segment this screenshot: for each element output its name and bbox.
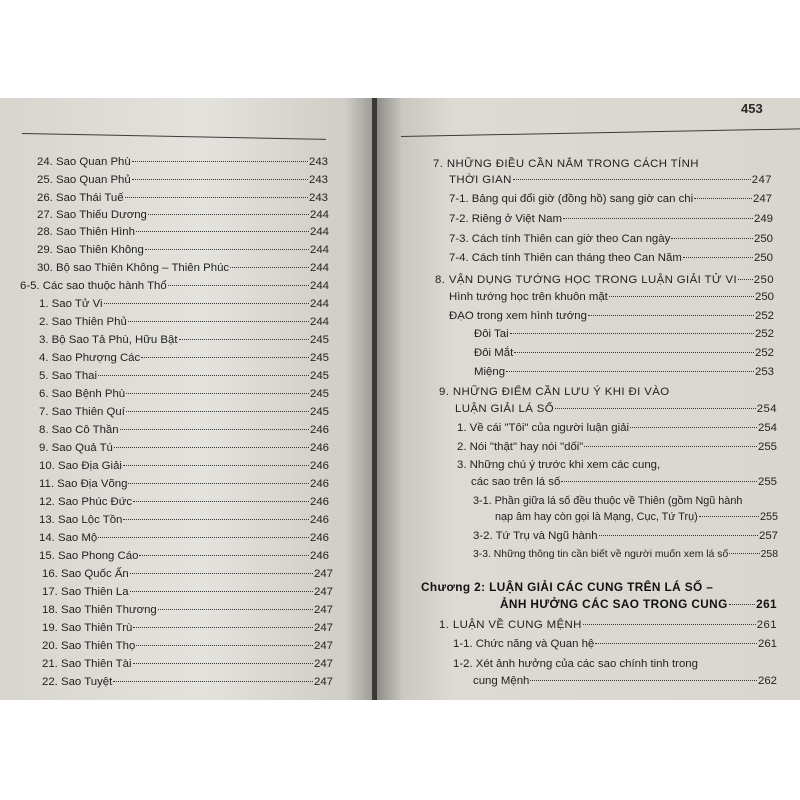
entry-page: 262 xyxy=(757,675,777,687)
toc-entry xyxy=(39,513,329,527)
entry-label: 27. Sao Thiếu Dương xyxy=(37,209,147,221)
entry-label: 3-3. Những thông tin cần biết về người muốn xem lá số xyxy=(473,549,729,560)
entry-page: 250 xyxy=(753,252,773,264)
entry-label: 11. Sao Địa Võng xyxy=(39,478,128,490)
entry-label: 1. Sao Tử Vi xyxy=(39,298,103,310)
entry-page: 247 xyxy=(313,622,333,634)
dot-leader xyxy=(699,516,759,517)
entry-label: ẢNH HƯỞNG CÁC SAO TRONG CUNG xyxy=(500,597,728,611)
toc-entry xyxy=(39,351,329,365)
toc-entry xyxy=(449,251,773,265)
dot-leader xyxy=(158,609,313,610)
entry-label: 7-3. Cách tính Thiên can giờ theo Can ngày xyxy=(449,233,671,245)
dot-leader xyxy=(729,553,759,554)
entry-page: 246 xyxy=(309,478,329,490)
entry-label: 3-2. Tứ Trụ và Ngũ hành xyxy=(473,530,598,542)
dot-leader xyxy=(694,198,752,199)
entry-page: 246 xyxy=(309,550,329,562)
entry-label: 3. Bộ Sao Tả Phù, Hữu Bật xyxy=(39,334,178,346)
entry-label: Miệng xyxy=(474,366,506,378)
dot-leader xyxy=(599,535,758,536)
toc-entry xyxy=(42,657,333,671)
entry-page: 244 xyxy=(309,280,329,292)
dot-leader xyxy=(514,352,754,353)
entry-page: 246 xyxy=(309,514,329,526)
toc-entry xyxy=(42,675,333,689)
dot-leader xyxy=(179,339,309,340)
chapter-heading: Chương 2: LUẬN GIẢI CÁC CUNG TRÊN LÁ SỐ – xyxy=(421,580,714,594)
entry-label: 30. Bộ sao Thiên Không – Thiên Phúc xyxy=(37,262,230,274)
entry-page: 244 xyxy=(309,226,329,238)
entry-page: 245 xyxy=(309,370,329,382)
entry-label: 8. Sao Cô Thần xyxy=(39,424,119,436)
entry-page: 245 xyxy=(309,352,329,364)
entry-label: 21. Sao Thiên Tài xyxy=(42,658,132,670)
entry-page: 247 xyxy=(313,568,333,580)
entry-page: 257 xyxy=(758,530,778,542)
entry-label: 1. LUẬN VỀ CUNG MỆNH xyxy=(439,619,582,631)
toc-entry xyxy=(39,387,329,401)
dot-leader xyxy=(141,357,309,358)
entry-page: 255 xyxy=(757,476,777,488)
toc-entry xyxy=(39,405,329,419)
toc-entry xyxy=(471,475,777,489)
toc-entry xyxy=(449,232,773,246)
entry-page: 247 xyxy=(313,640,333,652)
dot-leader xyxy=(98,375,309,376)
entry-label: 10. Sao Địa Giải xyxy=(39,460,122,472)
entry-label: 17. Sao Thiên La xyxy=(42,586,129,598)
entry-page: 247 xyxy=(313,604,333,616)
dot-leader xyxy=(130,591,313,592)
dot-leader xyxy=(230,267,309,268)
toc-entry xyxy=(449,212,773,226)
dot-leader xyxy=(583,624,756,625)
entry-label: 25. Sao Quan Phủ xyxy=(37,174,131,186)
dot-leader xyxy=(506,371,754,372)
toc-entry xyxy=(37,173,328,187)
entry-page: 254 xyxy=(757,422,777,434)
entry-page: 246 xyxy=(309,424,329,436)
entry-label: 26. Sao Thái Tuế xyxy=(37,192,124,204)
entry-label: ĐẠO trong xem hình tướng xyxy=(449,310,587,322)
entry-page: 255 xyxy=(759,511,778,523)
toc-entry xyxy=(39,369,329,383)
dot-leader xyxy=(98,537,309,538)
dot-leader xyxy=(113,681,313,682)
page-number: 453 xyxy=(741,101,763,116)
entry-page: 246 xyxy=(309,442,329,454)
entry-label: 4. Sao Phượng Các xyxy=(39,352,141,364)
entry-page: 250 xyxy=(753,274,774,286)
toc-entry xyxy=(39,549,329,563)
entry-label: 1-2. Xét ảnh hưởng của các sao chính tinh trong xyxy=(453,658,698,670)
entry-page: 243 xyxy=(308,192,328,204)
entry-page: 246 xyxy=(309,532,329,544)
toc-entry xyxy=(473,674,777,688)
entry-label: các sao trên lá số xyxy=(471,476,561,488)
dot-leader xyxy=(530,680,757,681)
dot-leader xyxy=(148,214,309,215)
dot-leader xyxy=(130,573,313,574)
toc-section-entry xyxy=(435,273,774,287)
toc-entry xyxy=(495,510,778,524)
dot-leader xyxy=(132,161,308,162)
toc-entry xyxy=(37,261,329,275)
dot-leader xyxy=(128,321,309,322)
entry-label: nạp âm hay còn gọi là Mạng, Cục, Tứ Trụ) xyxy=(495,511,698,523)
toc-entry xyxy=(37,208,329,222)
dot-leader xyxy=(671,238,753,239)
entry-page: 247 xyxy=(752,193,772,205)
dot-leader xyxy=(114,447,309,448)
entry-label: 28. Sao Thiên Hình xyxy=(37,226,135,238)
dot-leader xyxy=(133,663,313,664)
entry-label: 19. Sao Thiên Trù xyxy=(42,622,133,634)
header-rule xyxy=(401,128,800,137)
entry-page: 243 xyxy=(308,156,328,168)
entry-label: 7-2. Riêng ở Việt Nam xyxy=(449,213,562,225)
dot-leader xyxy=(123,465,309,466)
entry-page: 244 xyxy=(309,244,329,256)
entry-page: 255 xyxy=(757,441,777,453)
dot-leader xyxy=(126,393,309,394)
toc-entry xyxy=(42,567,333,581)
header-rule xyxy=(22,133,326,140)
entry-page: 261 xyxy=(756,597,777,611)
entry-page: 243 xyxy=(308,174,328,186)
open-book xyxy=(0,98,800,700)
toc-entry xyxy=(42,603,333,617)
dot-leader xyxy=(595,643,757,644)
dot-leader xyxy=(145,249,309,250)
toc-entry xyxy=(473,529,778,543)
toc-entry xyxy=(42,585,333,599)
toc-entry xyxy=(37,191,328,205)
entry-page: 250 xyxy=(754,291,774,303)
entry-label: 2. Nói "thật" hay nói "dối" xyxy=(457,441,584,453)
entry-label: 6-5. Các sao thuộc hành Thổ xyxy=(20,280,167,292)
entry-label: 14. Sao Mộ xyxy=(39,532,98,544)
entry-label: Hình tướng học trên khuôn mặt xyxy=(449,291,608,303)
toc-entry xyxy=(457,421,777,435)
entry-label: Đôi Tai xyxy=(474,328,509,340)
entry-page: 244 xyxy=(309,316,329,328)
dot-leader xyxy=(125,197,308,198)
entry-label: 16. Sao Quốc Ấn xyxy=(42,568,129,580)
entry-page: 253 xyxy=(754,366,774,378)
dot-leader xyxy=(139,555,309,556)
dot-leader xyxy=(120,429,309,430)
toc-entry xyxy=(39,423,329,437)
entry-label: 1-1. Chức năng và Quan hệ xyxy=(453,638,595,650)
dot-leader xyxy=(132,179,308,180)
toc-entry xyxy=(449,290,774,304)
entry-page: 252 xyxy=(754,347,774,359)
dot-leader xyxy=(133,501,309,502)
entry-label: 3. Những chú ý trước khi xem các cung, xyxy=(457,459,661,471)
toc-entry xyxy=(474,365,774,379)
dot-leader xyxy=(136,645,313,646)
dot-leader xyxy=(510,333,754,334)
dot-leader xyxy=(738,279,753,280)
toc-entry xyxy=(37,225,329,239)
dot-leader xyxy=(563,218,753,219)
toc-entry xyxy=(449,192,772,206)
toc-section-entry xyxy=(439,618,777,632)
section-heading: 9. NHỮNG ĐIỂM CẦN LƯU Ý KHI ĐI VÀO xyxy=(439,386,670,398)
toc-entry xyxy=(39,477,329,491)
section-heading: 7. NHỮNG ĐIỀU CẦN NẮM TRONG CÁCH TÍNH xyxy=(433,158,699,170)
entry-label: 18. Sao Thiên Thương xyxy=(42,604,157,616)
entry-page: 249 xyxy=(753,213,773,225)
dot-leader xyxy=(123,519,309,520)
entry-page: 252 xyxy=(754,310,774,322)
entry-page: 261 xyxy=(756,619,777,631)
entry-page: 245 xyxy=(309,406,329,418)
right-page xyxy=(377,98,800,700)
entry-label: Đôi Mắt xyxy=(474,347,514,359)
toc-entry xyxy=(474,327,774,341)
entry-label: 7-4. Cách tính Thiên can tháng theo Can Năm xyxy=(449,252,682,264)
entry-label: 7-1. Bảng qui đổi giờ (đồng hồ) sang giờ can chi xyxy=(449,193,694,205)
entry-page: 247 xyxy=(313,676,333,688)
toc-entry xyxy=(449,309,774,323)
entry-page: 246 xyxy=(309,496,329,508)
dot-leader xyxy=(729,604,755,605)
toc-entry xyxy=(39,441,329,455)
toc-entry xyxy=(37,155,328,169)
entry-page: 244 xyxy=(309,262,329,274)
toc-entry xyxy=(39,297,329,311)
entry-page: 247 xyxy=(751,174,772,186)
entry-label: 2. Sao Thiên Phủ xyxy=(39,316,127,328)
dot-leader xyxy=(555,408,756,409)
entry-label: 1. Về cái "Tôi" của người luận giải xyxy=(457,422,629,434)
toc-entry xyxy=(473,548,778,562)
entry-page: 250 xyxy=(753,233,773,245)
entry-label: 15. Sao Phong Cáo xyxy=(39,550,139,562)
toc-entry xyxy=(39,459,329,473)
entry-page: 246 xyxy=(309,460,329,472)
toc-entry xyxy=(39,315,329,329)
dot-leader xyxy=(128,483,309,484)
entry-page: 247 xyxy=(313,586,333,598)
toc-entry xyxy=(37,243,329,257)
toc-entry xyxy=(453,637,777,651)
dot-leader xyxy=(561,481,757,482)
entry-page: 247 xyxy=(313,658,333,670)
toc-section-entry xyxy=(455,402,777,416)
entry-label: cung Mệnh xyxy=(473,675,530,687)
dot-leader xyxy=(584,446,757,447)
entry-label: 7. Sao Thiên Quí xyxy=(39,406,125,418)
entry-label: 29. Sao Thiên Không xyxy=(37,244,144,256)
left-page xyxy=(0,98,372,700)
toc-entry xyxy=(42,639,333,653)
entry-label: 13. Sao Lộc Tồn xyxy=(39,514,123,526)
toc-section-entry xyxy=(20,279,329,293)
toc-chapter-entry xyxy=(500,597,777,611)
entry-label: 3-1. Phần giữa lá số đều thuộc về Thiên (gồm Ngũ hành xyxy=(473,495,743,507)
entry-label: 24. Sao Quan Phù xyxy=(37,156,131,168)
entry-page: 252 xyxy=(754,328,774,340)
dot-leader xyxy=(168,285,309,286)
dot-leader xyxy=(513,179,751,180)
entry-label: LUẬN GIẢI LÁ SỐ xyxy=(455,403,555,415)
toc-entry xyxy=(39,495,329,509)
dot-leader xyxy=(126,411,309,412)
entry-label: 20. Sao Thiên Thọ xyxy=(42,640,136,652)
entry-page: 244 xyxy=(309,209,329,221)
dot-leader xyxy=(136,231,309,232)
entry-page: 254 xyxy=(756,403,777,415)
entry-label: 5. Sao Thai xyxy=(39,370,98,382)
entry-label: 22. Sao Tuyệt xyxy=(42,676,113,688)
toc-entry xyxy=(39,333,329,347)
dot-leader xyxy=(133,627,313,628)
entry-page: 261 xyxy=(757,638,777,650)
dot-leader xyxy=(588,315,754,316)
entry-label: 9. Sao Quả Tú xyxy=(39,442,113,454)
toc-entry xyxy=(39,531,329,545)
entry-label: 8. VẬN DỤNG TƯỚNG HỌC TRONG LUẬN GIẢI TỬ VI xyxy=(435,274,738,286)
entry-page: 245 xyxy=(309,388,329,400)
entry-label: 6. Sao Bệnh Phù xyxy=(39,388,126,400)
entry-page: 245 xyxy=(309,334,329,346)
toc-entry xyxy=(457,440,777,454)
dot-leader xyxy=(104,303,309,304)
dot-leader xyxy=(609,296,754,297)
entry-label: THỜI GIAN xyxy=(449,174,512,186)
entry-page: 244 xyxy=(309,298,329,310)
dot-leader xyxy=(683,257,753,258)
entry-label: 12. Sao Phúc Đức xyxy=(39,496,133,508)
dot-leader xyxy=(630,427,757,428)
toc-entry xyxy=(474,346,774,360)
entry-page: 258 xyxy=(760,549,778,560)
toc-section-entry xyxy=(449,173,772,187)
toc-entry xyxy=(42,621,333,635)
